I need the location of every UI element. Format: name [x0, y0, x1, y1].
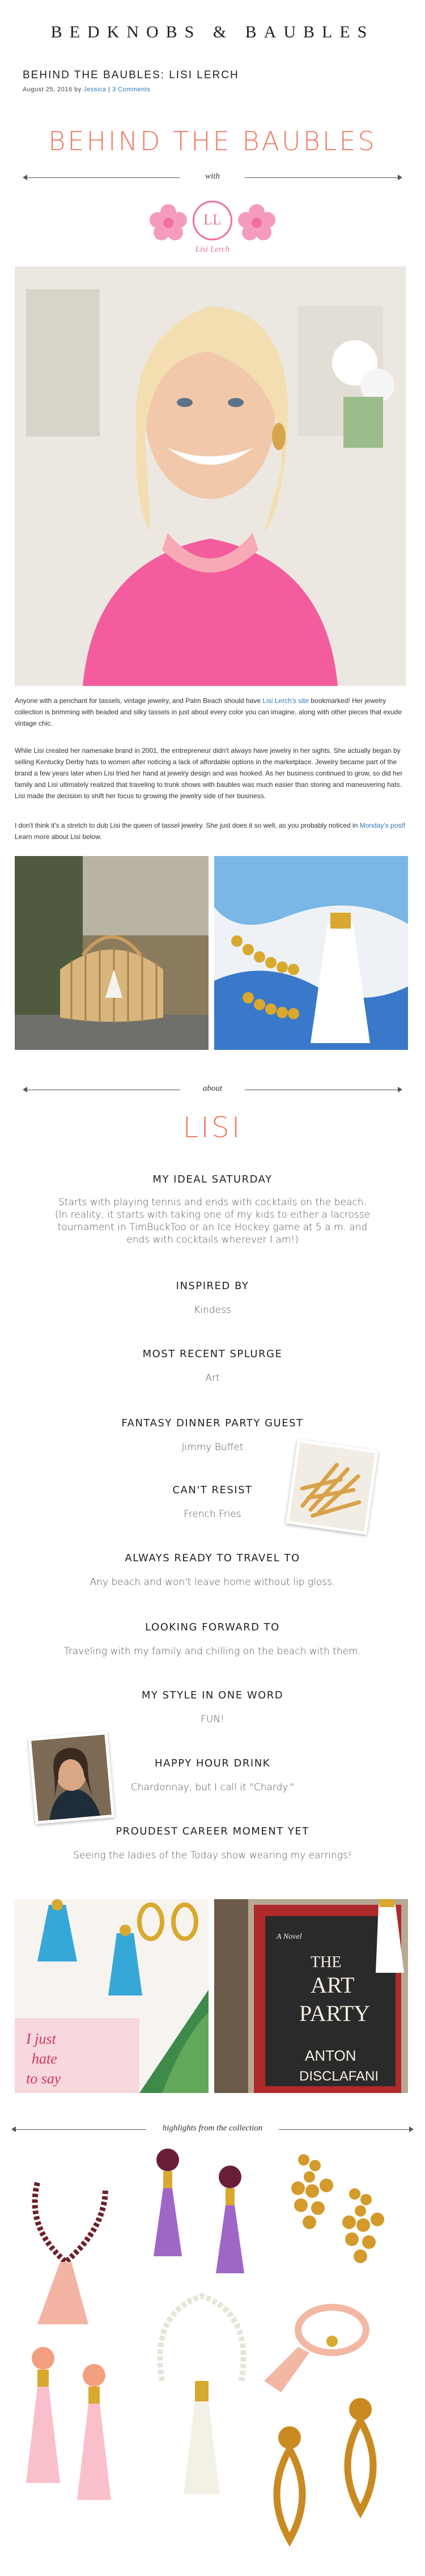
qa-question: HAPPY HOUR DRINK [155, 1757, 270, 1769]
beaded-necklace-product[interactable] [35, 2183, 105, 2324]
qa-question: LOOKING FORWARD TO [145, 1621, 280, 1633]
qa-question: ALWAYS READY TO TRAVEL TO [125, 1552, 300, 1564]
meta-separator: | [108, 86, 110, 93]
book-title: THE [311, 1954, 342, 1971]
qa-question: MY STYLE IN ONE WORD [141, 1689, 284, 1701]
qa-question: PROUDEST CAREER MOMENT YET [116, 1825, 309, 1837]
intro-text: bookmarked! Her jewelry collection is brimming with beaded and silky tassels in just about every color you can imagine, along with other pieces that exude vintage chic. [15, 697, 402, 727]
tassel-earrings-pouch-photo [15, 1899, 209, 2093]
qa-answer: Chardonnay, but I call it "Chardy." [130, 1782, 295, 1793]
portrait-photo [15, 266, 406, 686]
book-badge: A Novel [277, 1933, 302, 1941]
collection-divider [11, 2124, 414, 2135]
post-date: August 25, 2016 by [23, 86, 82, 93]
qa-question: FANTASY DINNER PARTY GUEST [121, 1417, 304, 1429]
gold-cluster-earrings-product[interactable] [291, 2154, 384, 2263]
with-label: with [205, 172, 220, 181]
pink-flower-icon [148, 203, 188, 243]
lisi-lerch-logo [0, 198, 425, 261]
intro-text: Anyone with a penchant for tassels, vintage jewelry, and Palm Beach should have [15, 697, 263, 705]
today-show-photo [28, 1731, 115, 1824]
lisi-site-link[interactable]: Lisi Lerch's site [262, 697, 309, 705]
site-title[interactable]: BEDKNOBS & BAUBLES [50, 23, 375, 41]
post-title: BEHIND THE BAUBLES: LISI LERCH [23, 69, 239, 81]
french-fries-photo [286, 1439, 378, 1535]
peach-tassel-bracelet-product[interactable] [264, 2307, 366, 2392]
qa-answer: Kindess [194, 1304, 231, 1316]
intro-paragraph-2: While Lisi created her namesake brand in 2001, the entrepreneur didn't always have jewelry in her sights. She actually began by selling Kentucky Derby hats to women after noticing a lack of affordable options in the marketplace. Jewelry became part of the brand a few years later when Lisi tried her hand at jewelry design and was hooked. As her business continued to grow, so did her family and Lisi ultimately realized that traveling to trunk shows with baubles was much easier than storing and maneuvering hats. Lisi made the decision to shift her focus to growing the jewelry side of her business. [15, 747, 403, 800]
qa-question: MOST RECENT SPLURGE [142, 1348, 283, 1360]
with-divider [23, 172, 402, 183]
about-title: LISI [182, 1111, 243, 1144]
collection-label: highlights from the collection [162, 2124, 263, 2133]
intro-paragraph-1 [15, 695, 406, 729]
art-party-book-photo [214, 1899, 408, 2093]
bamboo-bag-photo [15, 856, 209, 1050]
intro-paragraph-3 [15, 820, 406, 842]
banner-title: BEHIND THE BAUBLES [48, 126, 377, 156]
qa-question: INSPIRED BY [176, 1280, 249, 1292]
qa-answer: Starts with playing tennis and ends with cocktails on the beach. (In reality, it starts with taking one of my kids to either a lacrosse tournament in TimBuckToo or an Ice Hockey game at 5 a.m. and ends with cocktails wherever I am!) [54, 1197, 371, 1245]
intro-text: ! Learn more about Lisi below. [15, 821, 406, 841]
about-label: about [202, 1084, 223, 1093]
qa-question: MY IDEAL SATURDAY [152, 1173, 273, 1185]
about-divider [23, 1084, 402, 1095]
logo-name: Lisi Lerch [195, 245, 230, 254]
qa-answer: Jimmy Buffet [181, 1442, 244, 1453]
qa-answer: Any beach and won't leave home without lip gloss. [90, 1577, 335, 1588]
book-title: ART [311, 1972, 355, 1998]
pearl-necklace-product[interactable] [160, 2296, 243, 2494]
purple-tassel-earrings-product[interactable] [154, 2149, 244, 2273]
pouch-text: hate [32, 2050, 57, 2067]
book-author: DISCLAFANI [299, 2069, 379, 2084]
qa-answer: FUN! [201, 1714, 224, 1725]
pink-flower-icon [237, 203, 277, 243]
qa-answer: Seeing the ladies of the Today show wearing my earrings! [73, 1850, 352, 1861]
mondays-post-link[interactable]: Monday's post [359, 821, 403, 829]
qa-answer: Art [205, 1372, 220, 1384]
post-author-link[interactable]: Jessica [83, 86, 107, 93]
post-meta [23, 86, 150, 93]
qa-question: CAN'T RESIST [172, 1484, 253, 1496]
intro-text: I don't think it's a stretch to dub Lisi the queen of tassel jewelry. She just does it so well, as you probably noticed in [15, 821, 360, 829]
collection-products [15, 2143, 410, 2568]
book-title: PARTY [299, 2001, 371, 2026]
qa-answer: Traveling with my family and chilling on the beach with them. [63, 1646, 362, 1657]
gold-hoop-earrings-product[interactable] [277, 2401, 373, 2540]
pouch-text: I just [26, 2031, 56, 2047]
book-author: ANTON [305, 2047, 356, 2064]
pink-tassel-earrings-product[interactable] [26, 2347, 111, 2500]
qa-answer: French Fries [184, 1509, 241, 1520]
comments-link[interactable]: 3 Comments [112, 86, 151, 93]
gold-tassel-photo [214, 856, 408, 1050]
pouch-text: to say [26, 2070, 61, 2087]
logo-monogram: LL [193, 201, 232, 240]
